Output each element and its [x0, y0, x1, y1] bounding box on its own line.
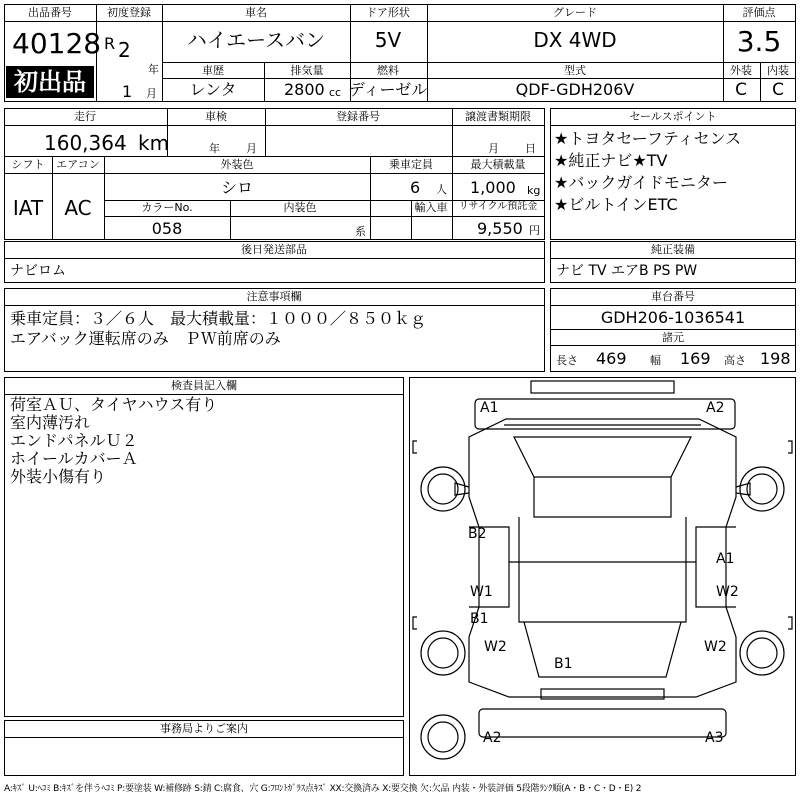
max-load: 1,000 — [470, 178, 516, 197]
inspection-year-unit: 年 — [209, 142, 220, 155]
damage-mark-b1: B1 — [470, 611, 489, 627]
shift: IAT — [12, 196, 44, 220]
exterior-color-label: 外装色 — [220, 158, 254, 171]
mileage: 160,364 — [44, 131, 127, 155]
later-parts: ナビロム — [10, 263, 66, 279]
era: R — [104, 34, 116, 53]
damage-mark-a2: A2 — [706, 400, 725, 416]
first-registration-label: 初度登録 — [107, 6, 151, 19]
inspector-note-line: 外装小傷有り — [10, 467, 107, 486]
air-conditioning: AC — [64, 196, 92, 220]
ac-label: エアコン — [56, 158, 100, 171]
capacity-label: 乗車定員 — [389, 158, 433, 171]
exterior-color: シロ — [220, 178, 254, 197]
max-load-label: 最大積載量 — [470, 158, 526, 171]
inspector-note-line: ホイールカバーＡ — [10, 449, 138, 468]
max-load-unit: kg — [527, 184, 541, 197]
caution-line: 乗車定員：３／６人 最大積載量：１０００／８５０ｋｇ — [10, 309, 427, 328]
import-label: 輸入車 — [414, 201, 448, 214]
mileage-unit: km — [138, 131, 170, 155]
sales-point-item: ★バックガイドモニター — [554, 173, 728, 192]
sales-point-item: ★ビルトインETC — [554, 195, 678, 214]
transfer-month-unit: 月 — [488, 142, 499, 155]
inspector-note-line: エンドパネルＵ２ — [10, 431, 138, 450]
year-unit: 年 — [148, 63, 159, 76]
transfer-day-unit: 日 — [525, 142, 536, 155]
equipment: ナビ TV エアB PS PW — [556, 263, 698, 279]
length: 469 — [596, 349, 627, 368]
damage-mark-a2b: A2 — [483, 730, 502, 746]
sales-point-item: ★純正ナビ★TV — [554, 151, 668, 170]
damage-mark-b2: B2 — [468, 526, 487, 542]
vehicle-details-block — [4, 108, 545, 240]
mileage-label: 走行 — [74, 110, 96, 123]
damage-mark-a3: A3 — [705, 730, 724, 746]
door-type-label: ドア形状 — [366, 6, 410, 19]
caution-line: エアバック運転席のみ ＰＷ前席のみ — [10, 329, 281, 348]
inspection-label: 車検 — [205, 110, 227, 123]
interior-color-suffix: 系 — [355, 225, 366, 238]
vehicle-outline — [409, 377, 796, 776]
lot-number-label: 出品番号 — [28, 6, 72, 19]
inspector-note-line: 室内薄汚れ — [10, 413, 91, 432]
length-label: 長さ — [556, 354, 578, 367]
width-label: 幅 — [650, 354, 661, 367]
legend: A:ｷｽﾞ U:ﾍｺﾐ B:ｷｽﾞを伴うﾍｺﾐ P:要塗装 W:補修跡 S:錆 C:腐食、穴 G:ﾌﾛﾝﾄｶﾞﾗｽ点ｷｽﾞ XX:交換済み X:要交換 欠:欠品 内装・外装評価 5段階ﾗﾝｸ順(A・B・C・D・E) 2 — [4, 784, 642, 794]
damage-mark-w2b: W2 — [484, 639, 507, 655]
car-name: ハイエースバン — [186, 28, 326, 52]
sales-points-label: セールスポイント — [629, 110, 717, 123]
damage-mark-a1: A1 — [480, 400, 499, 416]
history: レンタ — [189, 80, 237, 99]
car-name-label: 車名 — [245, 6, 267, 19]
displacement-label: 排気量 — [290, 64, 324, 77]
damage-mark-w2a: W2 — [716, 584, 739, 600]
inspector-note-line: 荷室ＡＵ、タイヤハウス有り — [10, 395, 218, 414]
recycle-deposit: 9,550 — [477, 219, 523, 238]
transfer-deadline-label: 譲渡書類期限 — [465, 110, 531, 123]
lot-number: 40128 — [12, 27, 102, 60]
height-label: 高さ — [724, 354, 746, 367]
shift-label: シフト — [11, 158, 45, 171]
interior-grade: C — [772, 80, 784, 100]
score-label: 評価点 — [742, 6, 776, 19]
height: 198 — [760, 349, 791, 368]
registration-month: 1 — [122, 82, 133, 101]
chassis-number-label: 車台番号 — [651, 290, 695, 303]
first-listing-badge: 初出品 — [6, 66, 94, 98]
damage-mark-a1b: A1 — [716, 551, 735, 567]
month-unit: 月 — [146, 87, 157, 100]
exterior-grade: C — [735, 80, 747, 100]
sales-point-item: ★トヨタセーフティセンス — [554, 129, 742, 148]
caution-label: 注意事項欄 — [246, 290, 302, 303]
recycle-deposit-label: リサイクル預託金 — [458, 201, 538, 212]
interior-color-label: 内装色 — [283, 201, 317, 214]
displacement-unit: cc — [329, 86, 342, 99]
width: 169 — [680, 349, 711, 368]
damage-mark-b1b: B1 — [554, 656, 573, 672]
color-number: 058 — [151, 219, 183, 238]
registration-number-label: 登録番号 — [336, 110, 380, 123]
damage-mark-w1: W1 — [470, 584, 493, 600]
model-label: 型式 — [564, 64, 586, 77]
recycle-unit: 円 — [529, 224, 540, 237]
exterior-label: 外装 — [730, 64, 752, 77]
color-number-label: カラーNo. — [141, 201, 193, 214]
inspection-month-unit: 月 — [246, 142, 257, 155]
chassis-number: GDH206-1036541 — [600, 308, 746, 327]
capacity-unit: 人 — [436, 183, 447, 196]
overall-score: 3.5 — [736, 25, 782, 58]
inspector-label: 検査員記入欄 — [171, 379, 237, 392]
interior-label: 内装 — [767, 64, 789, 77]
grade: DX 4WD — [533, 28, 617, 52]
fuel: ディーゼル — [348, 80, 428, 99]
later-parts-label: 後日発送部品 — [241, 243, 307, 256]
registration-year: 2 — [118, 38, 131, 62]
capacity: 6 — [410, 178, 421, 197]
office-notice-label: 事務局よりご案内 — [160, 722, 248, 735]
displacement: 2800 — [284, 80, 325, 99]
model-code: QDF-GDH206V — [515, 80, 635, 99]
dimensions-label: 諸元 — [662, 331, 684, 344]
history-label: 車歴 — [202, 64, 224, 77]
damage-mark-w2c: W2 — [704, 639, 727, 655]
equipment-label: 純正装備 — [651, 243, 695, 256]
fuel-label: 燃料 — [377, 64, 399, 77]
grade-label: グレード — [553, 6, 597, 19]
door-type: 5V — [374, 28, 402, 52]
